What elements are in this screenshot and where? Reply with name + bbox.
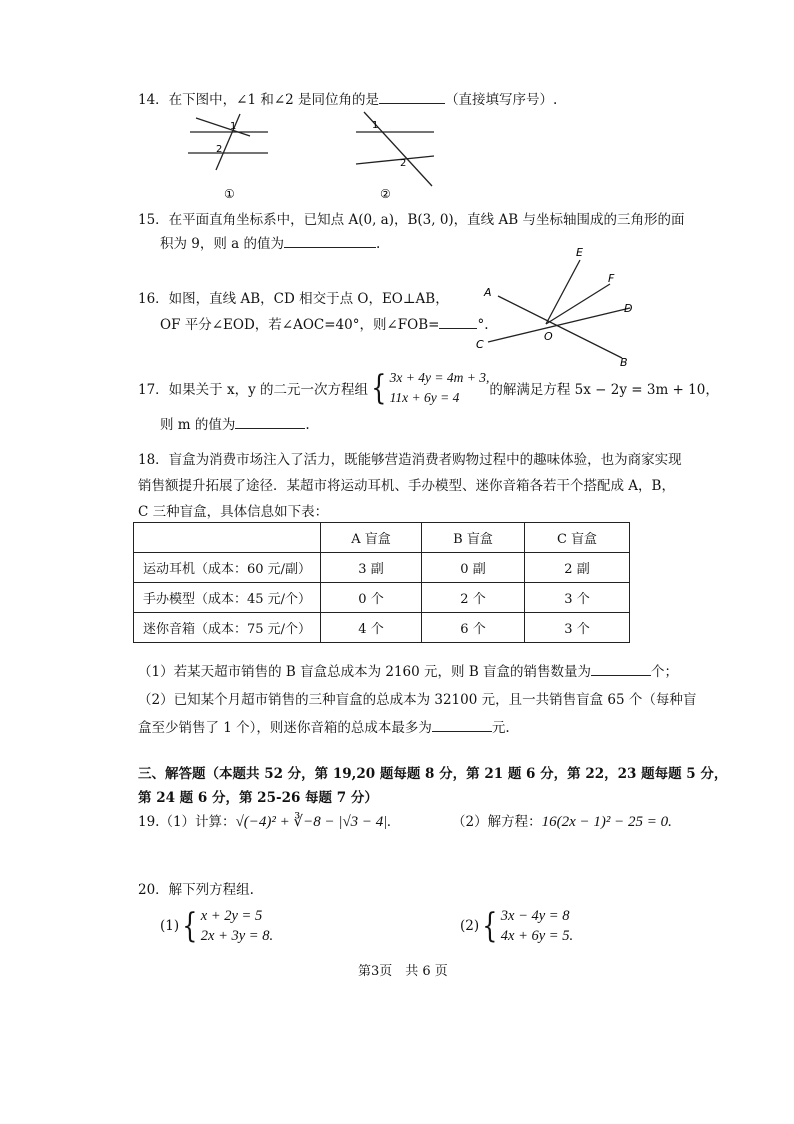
q20-p2-eq1: 3x − 4y = 8 <box>500 908 570 924</box>
q18-sub1-text: （1）若某天超市销售的 B 盲盒总成本为 2160 元，则 B 盲盒的销售数量为 <box>138 664 592 680</box>
q17-system <box>390 368 490 408</box>
fig1-line-oblique <box>196 118 250 136</box>
page-number: 第3页 共 6 页 <box>358 964 448 979</box>
table-cell: 迷你音箱（成本：75 元/个） <box>134 613 321 643</box>
fig2-caption: ② <box>380 187 391 201</box>
table-header-cell: A 盲盒 <box>321 523 422 553</box>
table-header-row <box>134 523 630 553</box>
q19-part2-expr: 16(2x − 1)² − 25 = 0. <box>541 814 672 830</box>
label-F: F <box>608 272 615 285</box>
q16-text-after: °. <box>477 317 489 333</box>
label-D: D <box>624 302 633 315</box>
table-cell: 6 个 <box>422 613 525 643</box>
q19-part2 <box>452 810 672 831</box>
q16-figure <box>470 244 650 372</box>
q17-text2: 则 m 的值为 <box>160 417 236 433</box>
q17-line2 <box>160 413 310 433</box>
q20-p2-eq2: 4x + 6y = 5. <box>500 928 574 944</box>
q18-sub2-line2 <box>138 716 510 736</box>
label-E: E <box>576 246 583 259</box>
q18-sub2-answer-blank[interactable] <box>432 717 492 732</box>
table-cell: 手办模型（成本：45 元/个） <box>134 583 321 613</box>
fig2-label-2: 2 <box>400 158 407 169</box>
q19-part1-label: 19.（1）计算： <box>138 814 236 830</box>
table-cell: 0 个 <box>321 583 422 613</box>
q18-table <box>133 522 630 643</box>
table-header-cell <box>134 523 321 553</box>
q14-stem <box>138 88 557 108</box>
q20-p1-eq2: 2x + 3y = 8. <box>200 928 274 944</box>
q20-p2-system <box>501 906 573 946</box>
fig1-caption: ① <box>224 187 235 201</box>
q17-eq2: 11x + 6y = 4 <box>389 390 460 405</box>
q18-sub1-text-after: 个； <box>651 664 679 680</box>
q18-sub1 <box>138 660 678 680</box>
table-row <box>134 613 630 643</box>
q19-part2-label: （2）解方程： <box>452 814 542 830</box>
q18-sub2-text-after: 元. <box>491 720 510 736</box>
table-cell: 3 个 <box>525 583 630 613</box>
label-O: O <box>544 330 553 343</box>
label-C: C <box>476 338 484 351</box>
q16-text: OF 平分∠EOD，若∠AOC=40°，则∠FOB= <box>160 317 440 333</box>
q14-answer-blank[interactable] <box>379 89 445 104</box>
q17-text2-after: . <box>305 417 310 433</box>
q18-sub2-text: 盒至少销售了 1 个），则迷你音箱的总成本最多为 <box>138 720 432 736</box>
table-header-cell: B 盲盒 <box>422 523 525 553</box>
q20-p1-label: (1) <box>160 918 180 934</box>
q17-text: 17．如果关于 x，y 的二元一次方程组 <box>138 382 369 398</box>
q18-line2: 销售额提升拓展了途径．某超市将运动耳机、手办模型、迷你音箱各若干个搭配成 A，B， <box>138 478 675 494</box>
q17-stem <box>138 368 719 408</box>
fig1-label-2: 2 <box>216 144 223 155</box>
q14-text-after: （直接填写序号）. <box>445 92 558 108</box>
q20-p2-brace: { <box>482 906 498 946</box>
q17-brace: { <box>371 368 387 408</box>
q20-part1 <box>160 906 273 946</box>
q18-sub2-line1: （2）已知某个月超市销售的三种盲盒的总成本为 32100 元，且一共销售盲盒 65 个（每种盲 <box>138 692 697 708</box>
q15-line1: 15．在平面直角坐标系中，已知点 A(0, a)，B(3, 0)，直线 AB 与坐标轴围成的三角形的面 <box>138 212 685 228</box>
q20-p1-system <box>201 906 273 946</box>
line-AB <box>498 296 622 358</box>
table-cell: 0 副 <box>422 553 525 583</box>
q17-eq1: 3x + 4y = 4m + 3, <box>389 370 490 385</box>
q15-text: 积为 9，则 a 的值为 <box>160 236 285 252</box>
label-B: B <box>620 356 628 369</box>
q16-line1: 16．如图，直线 AB，CD 相交于点 O，EO⊥AB， <box>138 291 449 307</box>
q20-p2-label: (2) <box>460 918 480 934</box>
q15-text-after: . <box>376 236 381 252</box>
table-cell: 2 副 <box>525 553 630 583</box>
q15-line2 <box>160 232 380 252</box>
q20-p1-eq1: x + 2y = 5 <box>200 908 263 924</box>
q18-sub1-answer-blank[interactable] <box>591 661 651 676</box>
section3-heading-cont: 第 24 题 6 分，第 25-26 每题 7 分） <box>138 790 378 806</box>
table-cell: 4 个 <box>321 613 422 643</box>
fig2-line-bottom <box>356 156 434 164</box>
table-cell: 3 副 <box>321 553 422 583</box>
q20-p1-brace: { <box>182 906 198 946</box>
fig2-label-1: 1 <box>372 120 379 131</box>
q15-answer-blank[interactable] <box>284 233 376 248</box>
table-cell: 3 个 <box>525 613 630 643</box>
ray-OE <box>546 260 580 324</box>
line-CD <box>488 308 630 342</box>
table-header-cell: C 盲盒 <box>525 523 630 553</box>
q19-part1-expr: √(−4)² + ∛−8 − |√3 − 4|. <box>235 814 392 830</box>
q20-part2 <box>460 906 573 946</box>
q18-line1: 18．盲盒为消费市场注入了活力，既能够营造消费者购物过程中的趣味体验，也为商家实现 <box>138 452 682 468</box>
q17-answer-blank[interactable] <box>235 414 305 429</box>
table-row <box>134 553 630 583</box>
label-A: A <box>484 286 492 299</box>
q18-line3: C 三种盲盒，具体信息如下表： <box>138 504 329 520</box>
table-row <box>134 583 630 613</box>
section3-heading: 三、解答题（本题共 52 分，第 19,20 题每题 8 分，第 21 题 6 分，第 22，23 题每题 5 分， <box>138 766 728 782</box>
q14-figures <box>180 108 460 204</box>
fig1-label-1: 1 <box>230 121 237 132</box>
ray-OF <box>546 284 610 324</box>
q17-text-after: 的解满足方程 5x − 2y = 3m + 10， <box>489 382 719 398</box>
table-cell: 运动耳机（成本：60 元/副） <box>134 553 321 583</box>
q20-title: 20．解下列方程组. <box>138 882 254 898</box>
q16-line2 <box>160 313 489 333</box>
fig1-transversal <box>216 114 240 170</box>
table-cell: 2 个 <box>422 583 525 613</box>
q14-text: 14．在下图中，∠1 和∠2 是同位角的是 <box>138 92 380 108</box>
q19-part1 <box>138 810 391 831</box>
